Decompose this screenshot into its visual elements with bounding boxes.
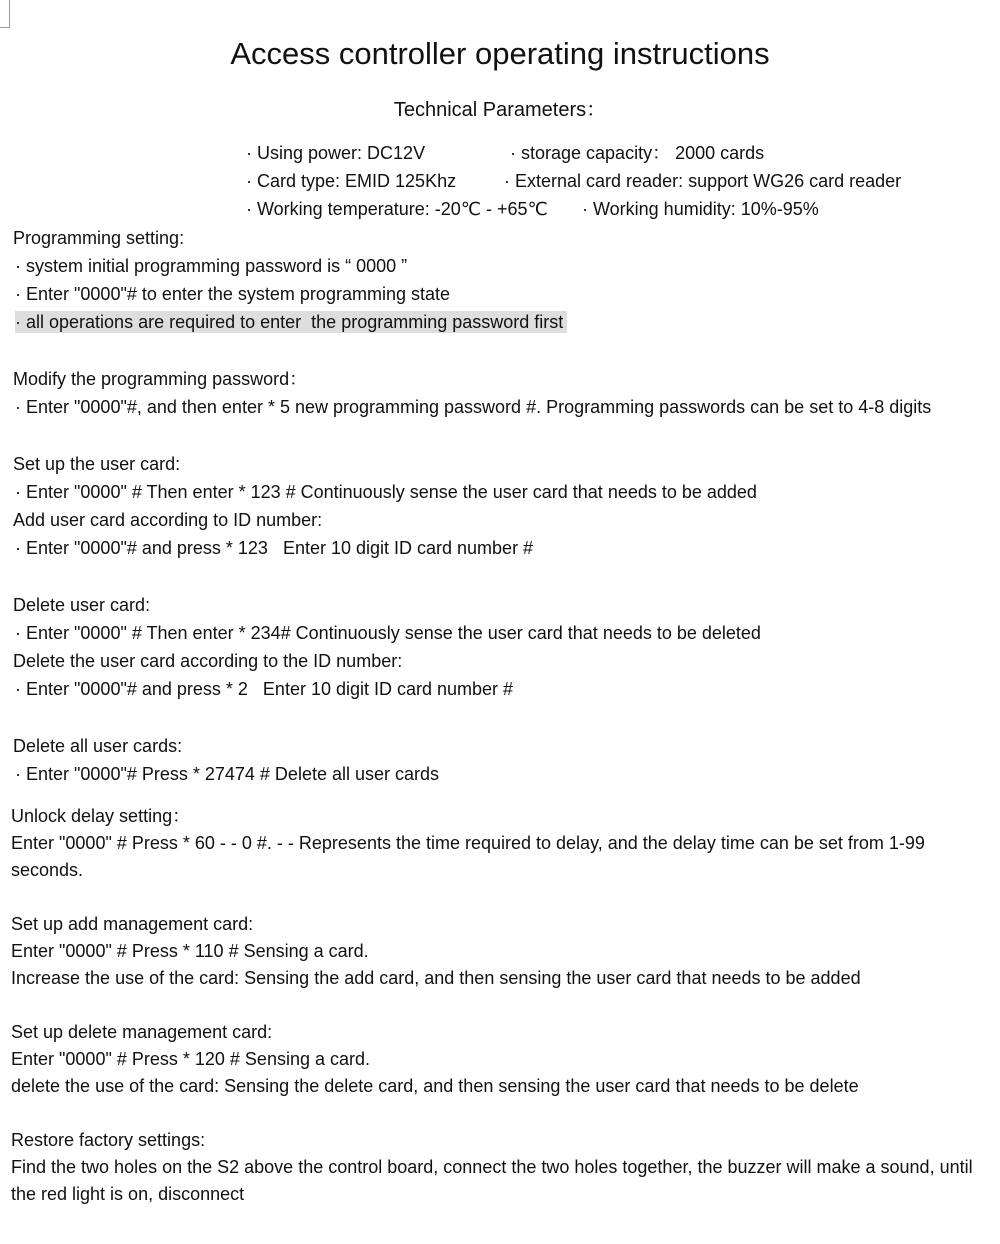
param-storage: · storage capacity： 2000 cards: [510, 143, 765, 163]
section-subtitle: Technical Parameters：: [393, 99, 607, 121]
factory-line-1: Find the two holes on the S2 above the control board, connect the two holes together, the buzzer will make a sound, until: [11, 1157, 973, 1177]
programming-line-3: [15, 310, 567, 334]
user-card-heading: Set up the user card:: [13, 454, 181, 474]
programming-line-1: · system initial programming password is “ 0000 ”: [15, 256, 408, 276]
modify-password-line: · Enter "0000"#, and then enter * 5 new programming password #. Programming passwords can be set to 4-8 digits: [15, 397, 932, 417]
param-card-type: · Card type: EMID 125Khz: [246, 171, 457, 191]
delete-user-id-heading: Delete the user card according to the ID number:: [13, 651, 403, 671]
param-power: · Using power: DC12V: [246, 143, 426, 163]
unlock-delay-heading: Unlock delay setting：: [11, 806, 191, 826]
highlighted-note: · all operations are required to enter the programming password first: [15, 311, 567, 333]
delete-user-line: · Enter "0000" # Then enter * 234# Continuously sense the user card that needs to be deleted: [15, 623, 761, 643]
programming-heading: Programming setting:: [13, 228, 185, 248]
programming-line-2: · Enter "0000"# to enter the system programming state: [15, 284, 450, 304]
factory-heading: Restore factory settings:: [11, 1130, 206, 1150]
add-management-heading: Set up add management card:: [11, 914, 254, 934]
user-card-id-heading: Add user card according to ID number:: [13, 510, 323, 530]
factory-line-2: the red light is on, disconnect: [11, 1184, 245, 1204]
unlock-delay-line-2: seconds.: [11, 860, 84, 880]
page-title: Access controller operating instructions: [230, 36, 770, 71]
add-management-line-1: Enter "0000" # Press * 110 # Sensing a card.: [11, 941, 369, 961]
user-card-line: · Enter "0000" # Then enter * 123 # Continuously sense the user card that needs to be added: [15, 482, 757, 502]
delete-all-line: · Enter "0000"# Press * 27474 # Delete all user cards: [15, 764, 440, 784]
delete-management-heading: Set up delete management card:: [11, 1022, 273, 1042]
delete-user-id-line: · Enter "0000"# and press * 2 Enter 10 digit ID card number #: [15, 679, 514, 699]
modify-password-heading: Modify the programming password：: [13, 369, 308, 389]
param-reader: · External card reader: support WG26 card reader: [504, 171, 902, 191]
param-humidity: · Working humidity: 10%-95%: [582, 199, 819, 219]
param-temperature: · Working temperature: -20℃ - +65℃: [246, 199, 548, 219]
user-card-id-line: · Enter "0000"# and press * 123 Enter 10 digit ID card number #: [15, 538, 534, 558]
add-management-line-2: Increase the use of the card: Sensing the add card, and then sensing the user card that needs to be added: [11, 968, 861, 988]
delete-management-line-1: Enter "0000" # Press * 120 # Sensing a card.: [11, 1049, 370, 1069]
delete-management-line-2: delete the use of the card: Sensing the delete card, and then sensing the user card that needs to be delete: [11, 1076, 859, 1096]
corner-mark: [0, 0, 10, 28]
delete-all-heading: Delete all user cards:: [13, 736, 183, 756]
delete-user-heading: Delete user card:: [13, 595, 151, 615]
unlock-delay-line-1: Enter "0000" # Press * 60 - - 0 #. - - Represents the time required to delay, and the delay time can be set from 1-99: [11, 833, 925, 853]
